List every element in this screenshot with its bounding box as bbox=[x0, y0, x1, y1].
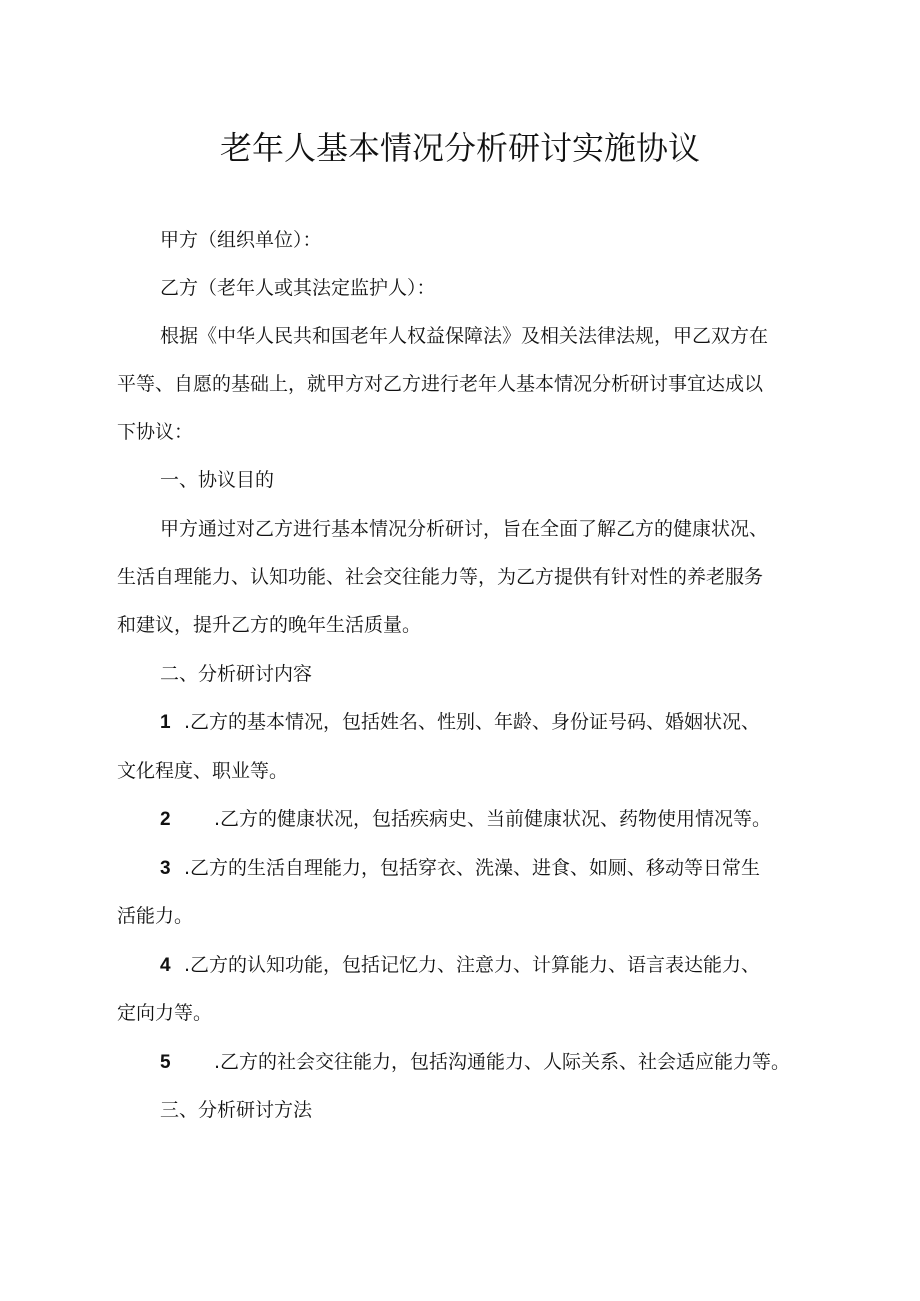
list-item-text: .乙方的基本情况，包括姓名、性别、年龄、身份证号码、婚姻状况、 bbox=[184, 711, 761, 733]
preamble-line-2: 平等、自愿的基础上，就甲方对乙方进行老年人基本情况分析研讨事宜达成以 bbox=[117, 373, 764, 395]
preamble-line-3: 下协议： bbox=[117, 421, 194, 443]
document-title: 老年人基本情况分析研讨实施协议 bbox=[219, 129, 700, 167]
list-item-2 bbox=[160, 805, 771, 834]
section-1-line-1: 甲方通过对乙方进行基本情况分析研讨，旨在全面了解乙方的健康状况、 bbox=[160, 518, 769, 540]
list-item-5 bbox=[160, 1048, 790, 1077]
list-item-number: 3 bbox=[160, 858, 171, 879]
party-a-line: 甲方（组织单位）： bbox=[160, 229, 322, 251]
list-item-number: 4 bbox=[160, 955, 171, 976]
list-item-4-continued: 定向力等。 bbox=[117, 1002, 213, 1024]
list-item-3-continued: 活能力。 bbox=[117, 905, 194, 927]
list-item-text: .乙方的社会交往能力，包括沟通能力、人际关系、社会适应能力等。 bbox=[214, 1051, 791, 1073]
list-item-number: 2 bbox=[160, 809, 171, 830]
party-b-line: 乙方（老年人或其法定监护人）： bbox=[160, 277, 436, 299]
list-item-text: .乙方的健康状况，包括疾病史、当前健康状况、药物使用情况等。 bbox=[214, 808, 772, 830]
section-3-heading: 三、分析研讨方法 bbox=[160, 1099, 313, 1121]
list-item-1-continued: 文化程度、职业等。 bbox=[117, 760, 289, 782]
list-item-4 bbox=[160, 951, 760, 980]
section-2-heading: 二、分析研讨内容 bbox=[160, 663, 313, 685]
section-1-heading: 一、协议目的 bbox=[160, 469, 275, 491]
section-1-line-2: 生活自理能力、认知功能、社会交往能力等，为乙方提供有针对性的养老服务 bbox=[117, 566, 764, 588]
list-item-number: 1 bbox=[160, 712, 171, 733]
list-item-3 bbox=[160, 854, 760, 883]
list-item-text: .乙方的认知功能，包括记忆力、注意力、计算能力、语言表达能力、 bbox=[184, 954, 761, 976]
list-item-1 bbox=[160, 708, 760, 737]
section-1-line-3: 和建议，提升乙方的晚年生活质量。 bbox=[117, 614, 422, 636]
preamble-line-1: 根据《中华人民共和国老年人权益保障法》及相关法律法规，甲乙双方在 bbox=[160, 325, 769, 347]
list-item-number: 5 bbox=[160, 1052, 171, 1073]
list-item-text: .乙方的生活自理能力，包括穿衣、洗澡、进食、如厕、移动等日常生 bbox=[184, 857, 761, 879]
